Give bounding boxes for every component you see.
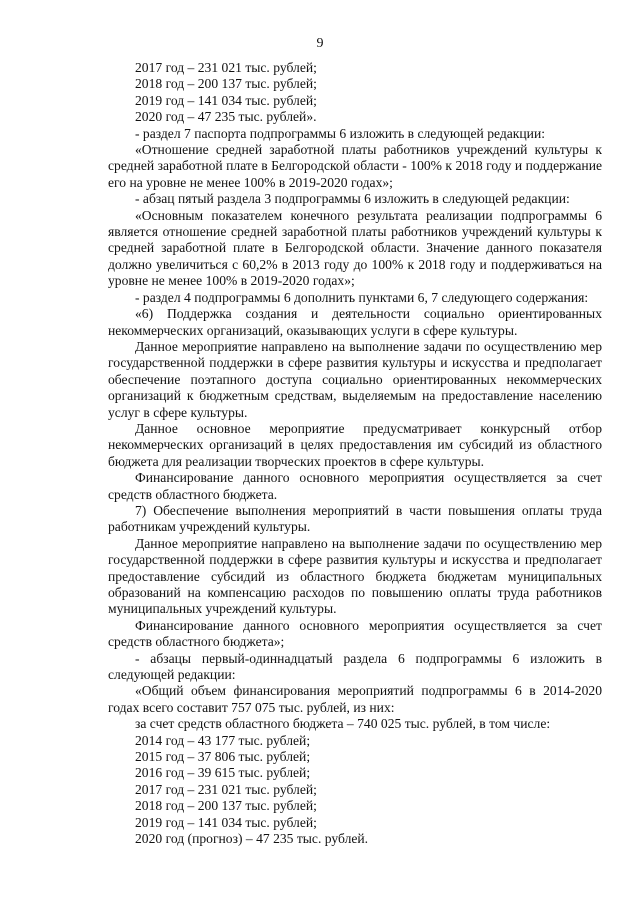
paragraph: «Отношение средней заработной платы работников учреждений культуры к средней заработной плате в Белгородской области - 100% к 2018 году и поддержание его на уровне не менее 100% в 2019-2020 годах»; [108, 142, 602, 190]
paragraph: Данное мероприятие направлено на выполнение задачи по осуществлению мер государственной поддержки в сфере развития культуры и искусства и предполагает предоставление субсидий из областного бюджета бюджетам муниципальных образований на компенсацию расходов по повышению оплаты труда работников муниципальных учреждений культуры. [108, 535, 602, 617]
text-line: 2016 год – 39 615 тыс. рублей; [135, 765, 311, 781]
text-line: 2014 год – 43 177 тыс. рублей; [135, 732, 311, 748]
text-line: 2015 год – 37 806 тыс. рублей; [135, 749, 311, 765]
paragraph: 7) Обеспечение выполнения мероприятий в части повышения оплаты труда работникам учреждений культуры. [108, 502, 602, 535]
paragraph: Финансирование данного основного мероприятия осуществляется за счет средств областного бюджета. [108, 470, 602, 502]
paragraph: - абзацы первый-одиннадцатый раздела 6 подпрограммы 6 изложить в следующей редакции: [108, 650, 602, 683]
text-line: 2018 год – 200 137 тыс. рублей; [135, 798, 317, 814]
text-line: 2019 год – 141 034 тыс. рублей; [135, 814, 317, 830]
text-line: - раздел 7 паспорта подпрограммы 6 изложить в следующей редакции: [135, 125, 546, 141]
text-line: 2017 год – 231 021 тыс. рублей; [135, 781, 317, 797]
paragraph: - раздел 4 подпрограммы 6 дополнить пунктами 6, 7 следующего содержания: [135, 289, 589, 305]
paragraph: - абзац пятый раздела 3 подпрограммы 6 изложить в следующей редакции: [135, 191, 570, 207]
page-number: 9 [316, 36, 324, 51]
paragraph: «Основным показателем конечного результата реализации подпрограммы 6 является отношение средней заработной платы работников учреждений культуры к средней заработной плате в Белгородской области. Значение данного показателя должно увеличиться с 60,2% в 2013 году до 100% к 2018 году и поддерживаться на уровне не менее 100% в 2019-2020 годах»; [108, 207, 602, 289]
text-line: 2018 год – 200 137 тыс. рублей; [135, 76, 317, 92]
paragraph: Данное основное мероприятие предусматривает конкурсный отбор некоммерческих организаций в целях предоставления им субсидий из областного бюджета для реализации творческих проектов в сфере культуры. [108, 420, 602, 469]
text-line: за счет средств областного бюджета – 740 025 тыс. рублей, в том числе: [135, 716, 551, 732]
paragraph: «Общий объем финансирования мероприятий подпрограммы 6 в 2014-2020 годах всего составит 757 075 тыс. рублей, из них: [108, 683, 602, 715]
text-line: 2017 год – 231 021 тыс. рублей; [135, 60, 317, 75]
paragraph: Финансирование данного основного мероприятия осуществляется за счет средств областного бюджета»; [108, 617, 602, 650]
paragraph: Данное мероприятие направлено на выполнение задачи по осуществлению мер государственной поддержки в сфере развития культуры и искусства и предполагает обеспечение поэтапного доступа социально ориентированных некоммерческих организаций к бюджетным средствам, выделяемым на предоставление населению услуг в сфере культуры. [108, 338, 602, 420]
text-line: 2019 год – 141 034 тыс. рублей; [135, 92, 317, 108]
text-line: 2020 год – 47 235 тыс. рублей». [135, 109, 317, 125]
paragraph: «6) Поддержка создания и деятельности социально ориентированных некоммерческих организаций, оказывающих услуги в сфере культуры. [108, 306, 602, 338]
document-body [108, 60, 602, 848]
text-line: 2020 год (прогноз) – 47 235 тыс. рублей. [135, 831, 369, 847]
